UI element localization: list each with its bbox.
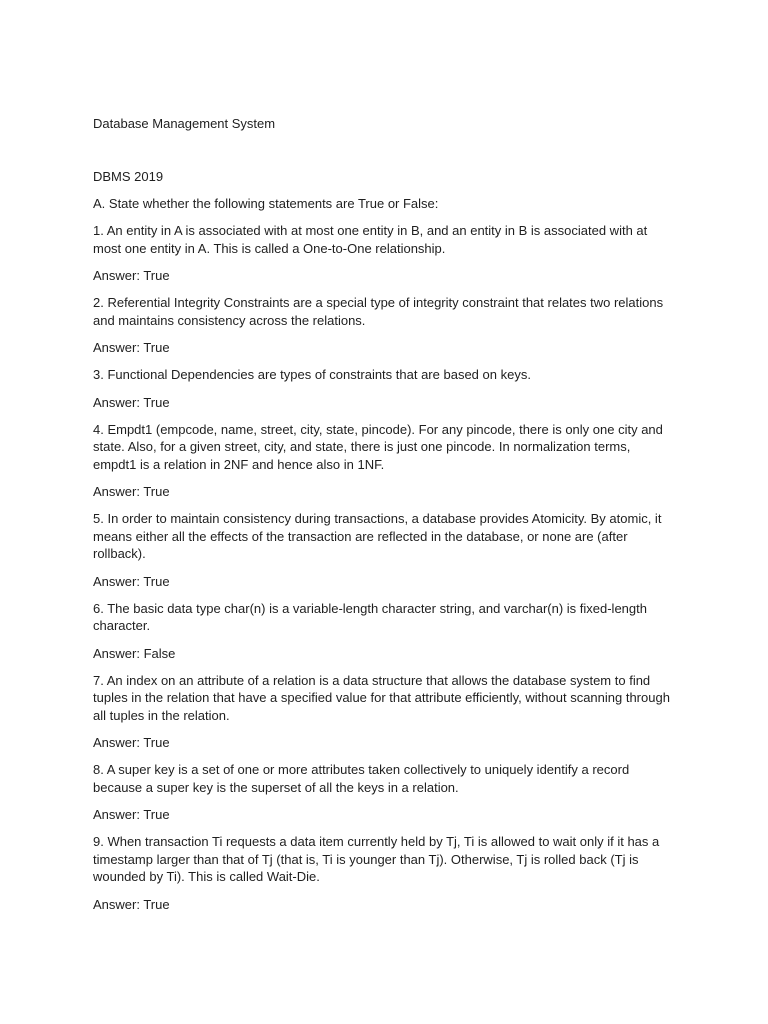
document-title: Database Management System	[93, 116, 276, 131]
answer-text: Answer: True	[93, 484, 170, 499]
question-2	[93, 294, 672, 356]
subject-heading: DBMS 2019	[93, 169, 164, 184]
question-text: 3. Functional Dependencies are types of constraints that are based on keys.	[93, 367, 531, 382]
question-text: 8. A super key is a set of one or more attributes taken collectively to uniquely identify a record because a super key is the superset of all the keys in a relation.	[93, 762, 630, 795]
question-text: 7. An index on an attribute of a relation is a data structure that allows the database system to find tuples in the relation that have a specified value for that attribute efficiently, without scanning through all tuples in the relation.	[93, 672, 670, 723]
question-text: 1. An entity in A is associated with at most one entity in B, and an entity in B is associated with at most one entity in A. This is called a One-to-One relationship.	[93, 223, 648, 256]
question-9	[93, 833, 672, 913]
question-5	[93, 510, 672, 590]
question-text: 4. Empdt1 (empcode, name, street, city, state, pincode). For any pincode, there is only one city and state. Also, for a given street, city, and state, there is just one pincode. In normalization terms, empdt1 is a relation in 2NF and hence also in 1NF.	[93, 421, 663, 472]
question-3	[93, 366, 672, 411]
question-text: 5. In order to maintain consistency during transactions, a database provides Atomicity. By atomic, it means either all the effects of the transaction are reflected in the database, or none are (after rollback).	[93, 511, 662, 561]
answer-text: Answer: True	[93, 573, 170, 589]
question-text: 6. The basic data type char(n) is a variable-length character string, and varchar(n) is fixed-length character.	[93, 600, 647, 633]
answer-text: Answer: True	[93, 268, 170, 283]
answer-text: Answer: True	[93, 807, 170, 822]
answer-text: Answer: False	[93, 645, 176, 661]
question-text: 9. When transaction Ti requests a data item currently held by Tj, Ti is allowed to wait only if it has a timestamp larger than that of Tj (that is, Ti is younger than Tj). Otherwise, Tj is rolled back (Tj is wounded by Ti). This is called Wait-Die.	[93, 834, 660, 884]
answer-text: Answer: True	[93, 394, 170, 410]
answer-text: Answer: True	[93, 735, 170, 750]
question-7	[93, 672, 672, 752]
question-4	[93, 421, 672, 501]
question-1	[93, 222, 672, 284]
answer-text: Answer: True	[93, 896, 170, 912]
question-text: 2. Referential Integrity Constraints are a special type of integrity constraint that relates two relations and maintains consistency across the relations.	[93, 295, 664, 328]
question-6	[93, 600, 672, 662]
instruction-text: A. State whether the following statements are True or False:	[93, 196, 439, 211]
answer-text: Answer: True	[93, 340, 170, 355]
question-8	[93, 761, 672, 823]
